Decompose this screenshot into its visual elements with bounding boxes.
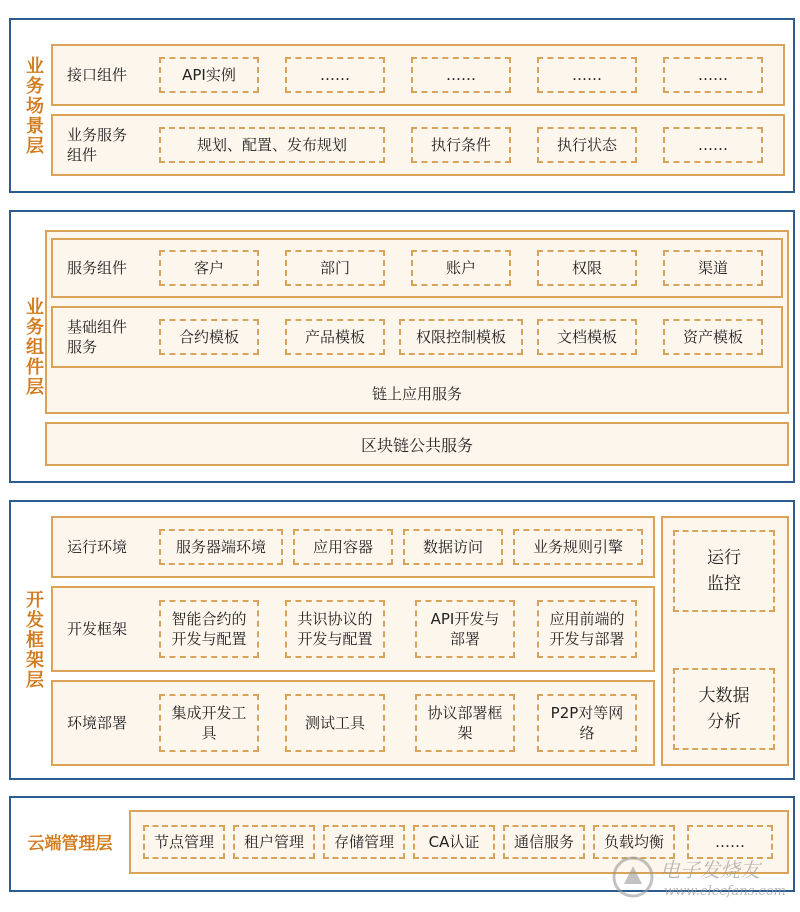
item-ellipsis: …… xyxy=(285,57,385,93)
row-dev-framework xyxy=(51,586,655,672)
onchain-app-service-label: 链上应用服务 xyxy=(371,384,462,403)
item-p2p-network: P2P对等网 络 xyxy=(537,694,637,752)
item-product-template: 产品模板 xyxy=(285,319,385,355)
item-node-management: 节点管理 xyxy=(143,825,225,859)
layer-business-component xyxy=(9,210,795,483)
row-business-service-component xyxy=(51,114,785,176)
item-planning-config-publish: 规划、配置、发布规划 xyxy=(159,127,385,163)
item-storage-management: 存储管理 xyxy=(323,825,405,859)
item-ide: 集成开发工 具 xyxy=(159,694,259,752)
row-label: 接口组件 xyxy=(67,66,128,84)
item-execution-condition: 执行条件 xyxy=(411,127,511,163)
item-load-balancing: 负载均衡 xyxy=(593,825,675,859)
item-consensus-protocol-dev: 共识协议的 开发与配置 xyxy=(285,600,385,658)
item-frontend-dev-deploy: 应用前端的 开发与部署 xyxy=(537,600,637,658)
item-ellipsis: …… xyxy=(411,57,511,93)
row-env-deploy xyxy=(51,680,655,766)
item-big-data-analysis: 大数据 分析 xyxy=(673,668,775,750)
item-app-container: 应用容器 xyxy=(293,529,393,565)
item-execution-status: 执行状态 xyxy=(537,127,637,163)
item-data-access: 数据访问 xyxy=(403,529,503,565)
item-api-dev-deploy: API开发与 部署 xyxy=(415,600,515,658)
item-communication-service: 通信服务 xyxy=(503,825,585,859)
blockchain-public-service: 区块链公共服务 xyxy=(45,422,789,466)
item-channel: 渠道 xyxy=(663,250,763,286)
item-customer: 客户 xyxy=(159,250,259,286)
row-label: 运行环境 xyxy=(67,538,128,556)
watermark xyxy=(610,848,790,908)
layer-label: 云端管理层 xyxy=(27,834,113,854)
row-basic-component-service xyxy=(51,306,783,368)
layer-business-scenario xyxy=(9,18,795,193)
row-interface-component xyxy=(51,44,785,106)
item-contract-template: 合约模板 xyxy=(159,319,259,355)
layer-label: 开发框架层 xyxy=(23,590,44,690)
watermark-en: www.elecfans.com xyxy=(664,884,786,899)
item-ellipsis: …… xyxy=(663,57,763,93)
item-permission-control-template: 权限控制模板 xyxy=(399,319,523,355)
row-label: 服务组件 xyxy=(67,259,128,277)
item-api-instance: API实例 xyxy=(159,57,259,93)
item-department: 部门 xyxy=(285,250,385,286)
item-ellipsis: …… xyxy=(537,57,637,93)
watermark-logo-icon xyxy=(610,854,656,900)
row-label: 环境部署 xyxy=(67,714,128,732)
item-smart-contract-dev: 智能合约的 开发与配置 xyxy=(159,600,259,658)
item-account: 账户 xyxy=(411,250,511,286)
row-label: 开发框架 xyxy=(67,620,128,638)
watermark-cn: 电子发烧友 xyxy=(660,858,760,882)
item-asset-template: 资产模板 xyxy=(663,319,763,355)
row-label: 业务服务 组件 xyxy=(67,126,128,164)
item-permission: 权限 xyxy=(537,250,637,286)
item-protocol-deploy-framework: 协议部署框 架 xyxy=(415,694,515,752)
row-service-component xyxy=(51,238,783,298)
item-runtime-monitoring: 运行 监控 xyxy=(673,530,775,612)
item-ellipsis: …… xyxy=(687,825,773,859)
item-server-env: 服务器端环境 xyxy=(159,529,283,565)
item-test-tools: 测试工具 xyxy=(285,694,385,752)
row-runtime-env xyxy=(51,516,655,578)
item-ca-auth: CA认证 xyxy=(413,825,495,859)
item-document-template: 文档模板 xyxy=(537,319,637,355)
item-ellipsis: …… xyxy=(663,127,763,163)
item-business-rule-engine: 业务规则引擎 xyxy=(513,529,643,565)
layer-label: 业务场景层 xyxy=(23,55,44,156)
row-label: 基础组件 服务 xyxy=(67,318,128,356)
layer-label: 业务组件层 xyxy=(23,296,44,397)
item-tenant-management: 租户管理 xyxy=(233,825,315,859)
layer-dev-framework xyxy=(9,500,795,780)
